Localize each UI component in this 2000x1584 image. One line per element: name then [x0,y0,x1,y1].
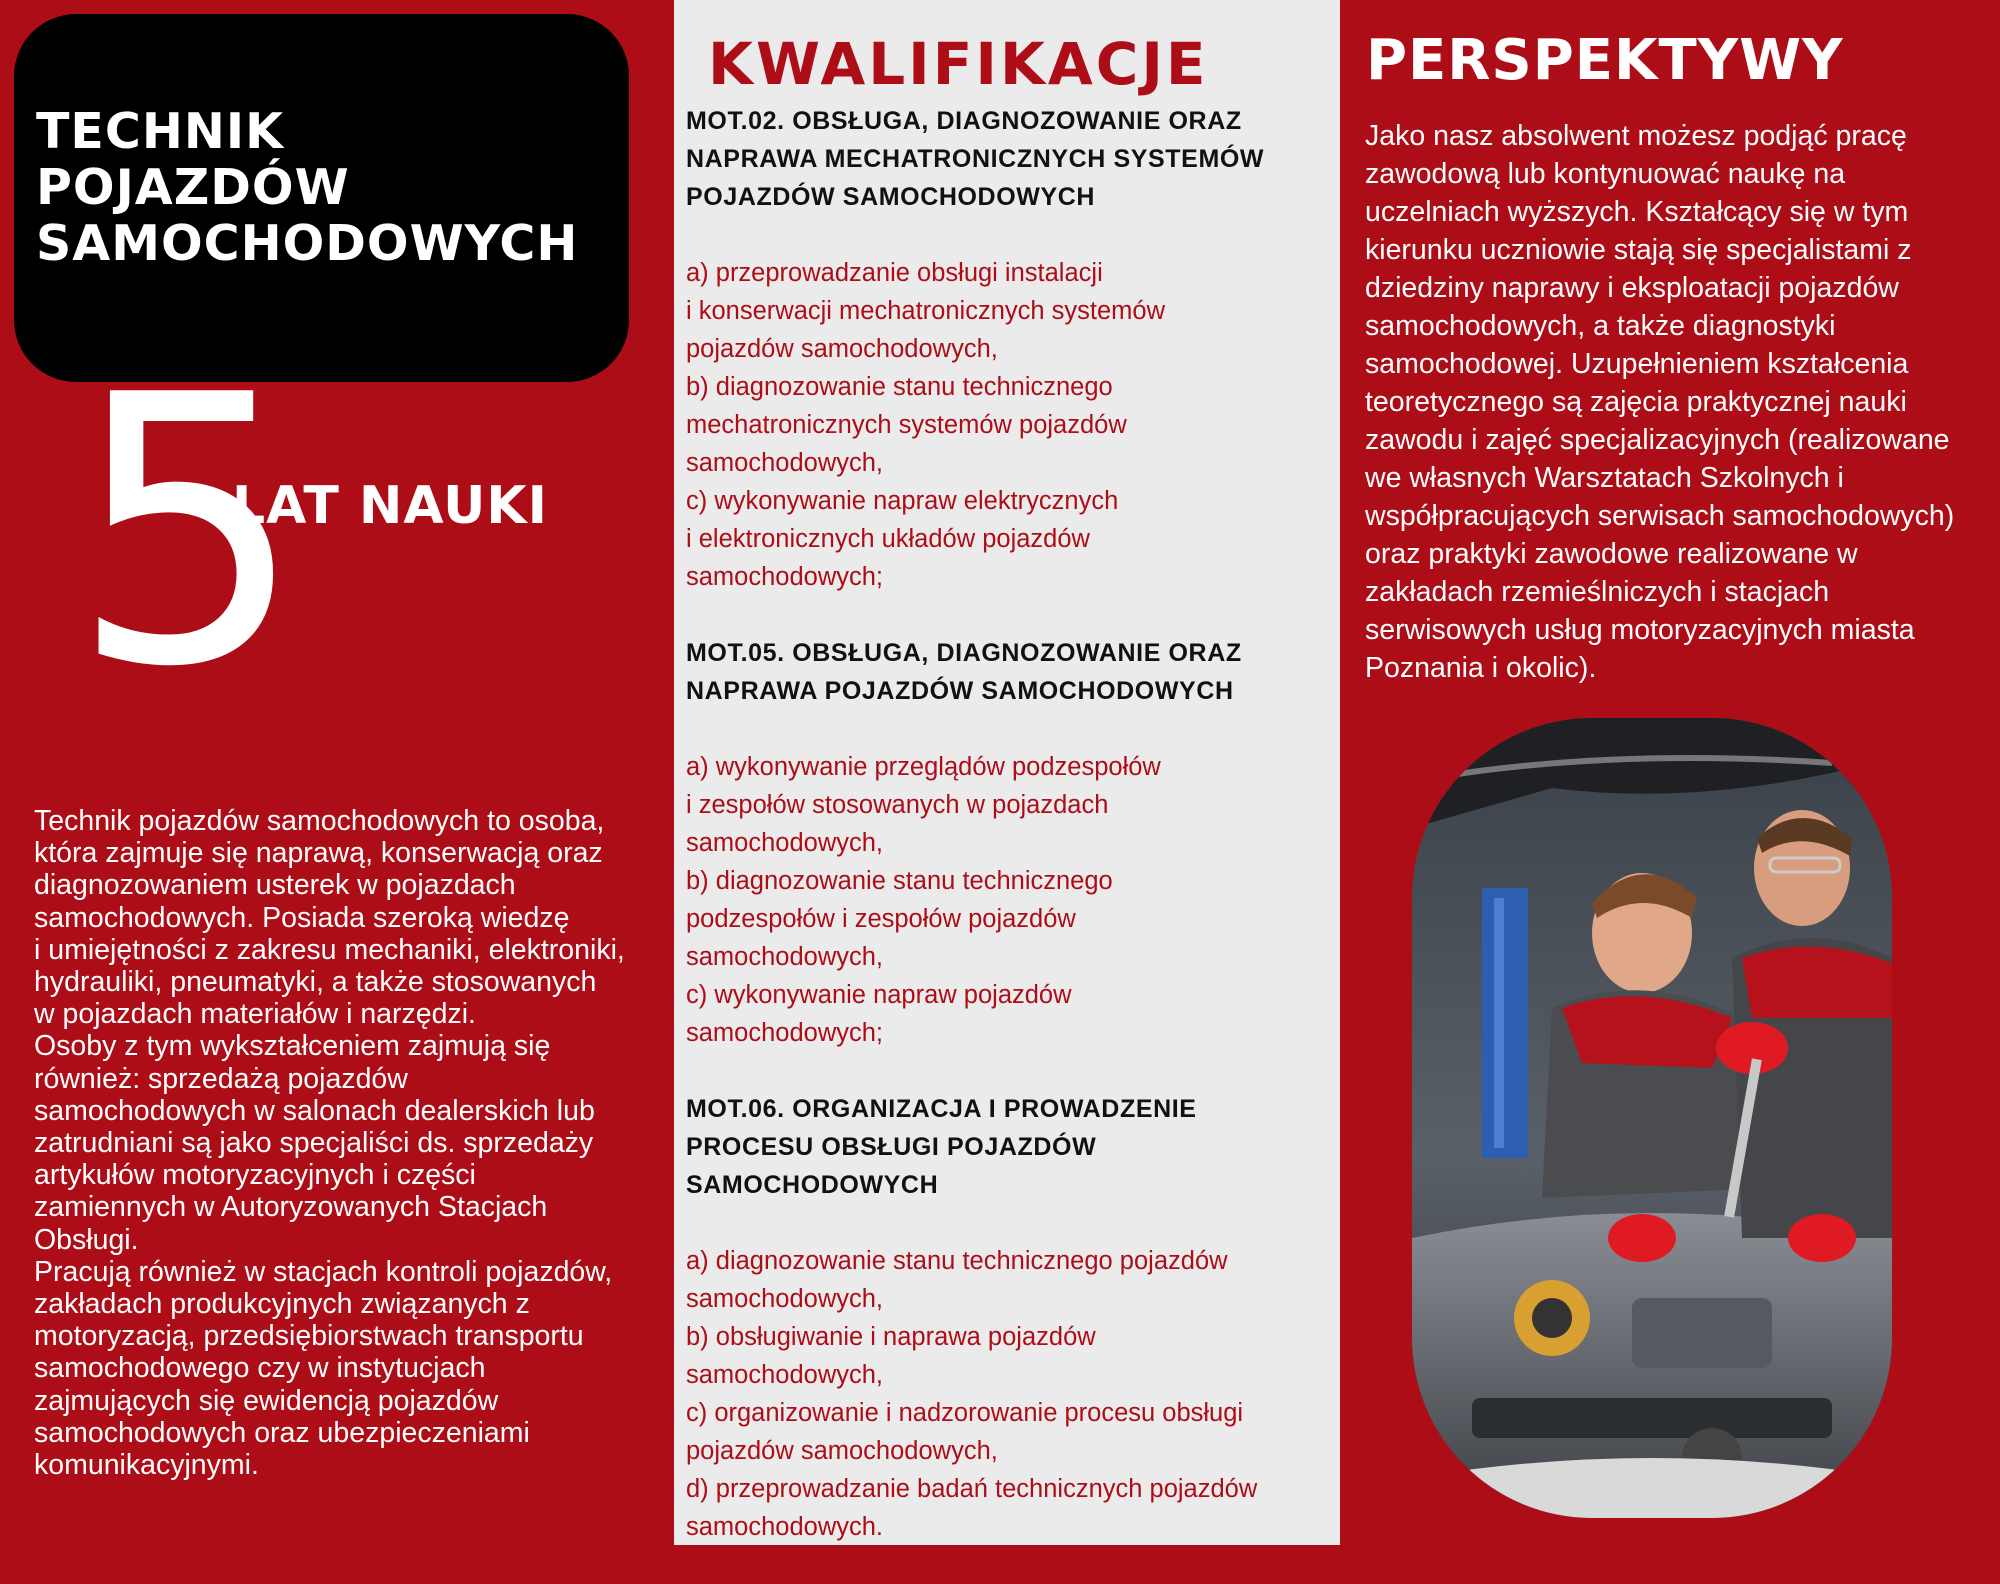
qualifications-list [686,102,1336,1584]
qualification-tasks: a) diagnozowanie stanu technicznego pojazdów samochodowych, b) obsługiwanie i naprawa pojazdów samochodowych, c) organizowanie i nadzorowanie procesu obsługi pojazdów samochodowych, d) przeprowadzanie badań technicznych pojazdów samochodowych. [686,1247,1258,1541]
years-number: 5 [70,318,298,748]
qualification-tasks: a) przeprowadzanie obsługi instalacji i konserwacji mechatronicznych systemów pojazdów samochodowych, b) diagnozowanie stanu technicznego mechatronicznych systemów pojazdów samochodowych, c) wykonywanie napraw elektrycznych i elektronicznych układów pojazdów samochodowych; [686,259,1165,591]
qualification-title: MOT.02. OBSŁUGA, DIAGNOZOWANIE ORAZ NAPRAWA MECHATRONICZNYCH SYSTEMÓW POJAZDÓW SAMOCHODOWYCH [686,107,1265,211]
mechanics-photo [1412,718,1892,1518]
left-column [0,0,674,1545]
qualifications-column [674,0,1340,1545]
perspectives-text: Jako nasz absolwent możesz podjąć pracę zawodową lub kontynuować naukę na uczelniach wyższych. Kształcący się w tym kierunku uczniowie stają się specjalistami z dziedziny naprawy i eksploatacji pojazdów samochodowych, a także diagnostyki samochodowej. Uzupełnieniem kształcenia teoretycznego są zajęcia praktycznej nauki zawodu i zajęć specjalizacyjnych (realizowane we własnych Warsztatach Szkolnych i współpracujących serwisach samochodowych) oraz praktyki zawodowe realizowane w zakładach rzemieślniczych i stacjach serwisowych usług motoryzacyjnych miasta Poznania i okolic). [1365,120,1955,684]
profession-description: Technik pojazdów samochodowych to osoba, która zajmuje się naprawą, konserwacją oraz diagnozowaniem usterek w pojazdach samochodowych. Posiada szeroką wiedzę i umiejętności z zakresu mechaniki, elektroniki, hydrauliki, pneumatyki, a także stosowanych w pojazdach materiałów i narzędzi. Osoby z tym wykształceniem zajmują się również: sprzedażą pojazdów samochodowych w salonach dealerskich lub zatrudniani są jako specjaliści ds. sprzedaży artykułów motoryzacyjnych i części zamiennych w Autoryzowanych Stacjach Obsługi. Pracują również w stacjach kontroli pojazdów, zakładach produkcyjnych związanych z motoryzacją, przedsiębiorstwach transportu samochodowego czy w instytucjach zajmujących się ewidencją pojazdów samochodowych oraz ubezpieczeniami komunikacyjnymi. [34,805,625,1482]
qualification-mot05 [686,634,1336,1052]
perspectives-column [1340,0,2000,1545]
mechanics-illustration [1412,718,1892,1518]
qualifications-heading: KWALIFIKACJE [708,30,1209,98]
qualification-title: MOT.05. OBSŁUGA, DIAGNOZOWANIE ORAZ NAPRAWA POJAZDÓW SAMOCHODOWYCH [686,639,1242,705]
years-label: LAT NAUKI [232,476,548,536]
qualification-title: MOT.06. ORGANIZACJA I PROWADZENIE PROCESU OBSŁUGI POJAZDÓW SAMOCHODOWYCH [686,1095,1197,1199]
page-title: TECHNIK POJAZDÓW SAMOCHODOWYCH [36,103,579,272]
perspectives-heading: PERSPEKTYWY [1366,28,1844,93]
qualification-mot06 [686,1090,1336,1546]
qualification-tasks: a) wykonywanie przeglądów podzespołów i zespołów stosowanych w pojazdach samochodowych, b) diagnozowanie stanu technicznego podzespołów i zespołów pojazdów samochodowych, c) wykonywanie napraw pojazdów samochodowych; [686,753,1161,1047]
qualification-mot02 [686,102,1336,596]
